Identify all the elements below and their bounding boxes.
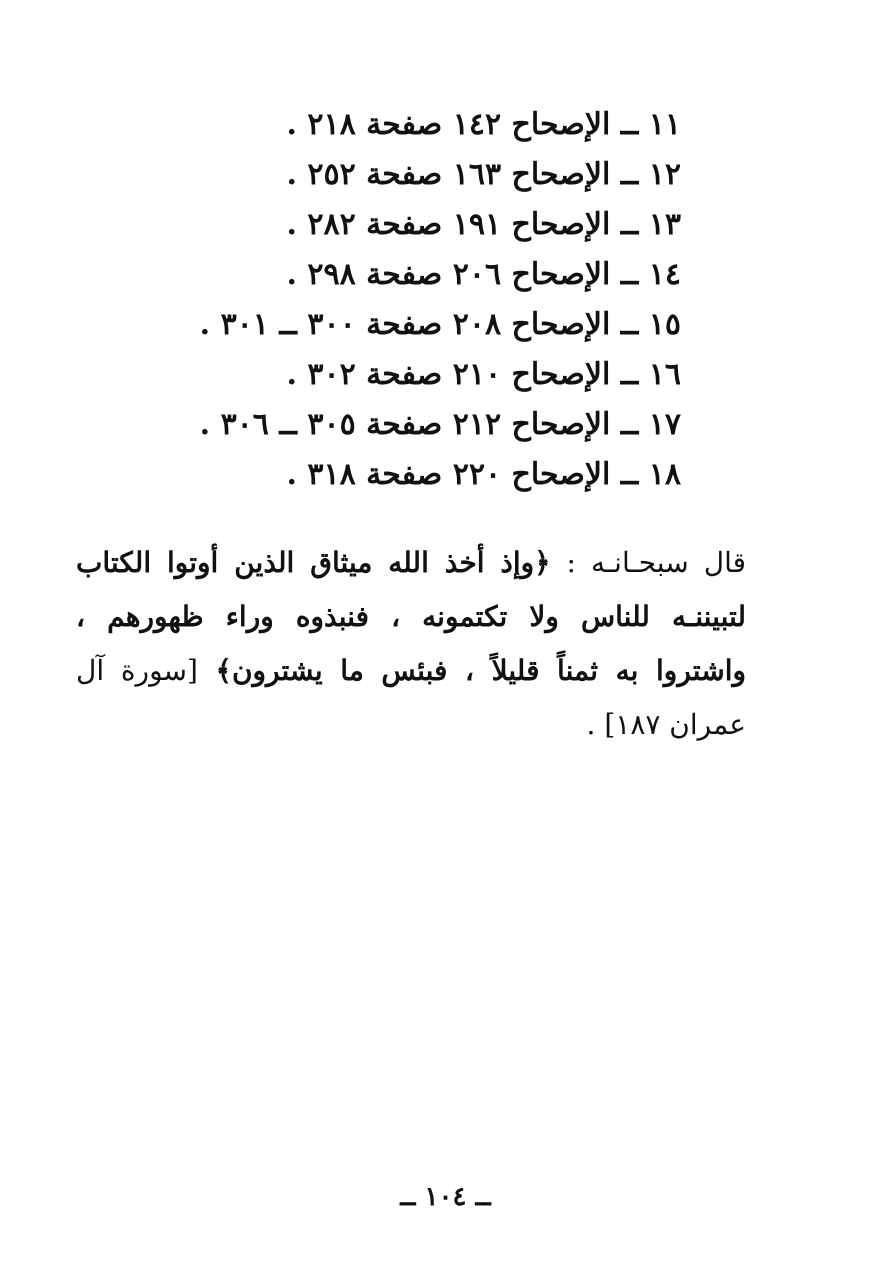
list-item: ١١ ــ الإصحاح ١٤٢ صفحة ٢١٨ . [286, 107, 681, 142]
quote-reference: [سورة آل عمران ١٨٧] . [76, 654, 746, 741]
quote-lead: قال سبحـانـه : [566, 546, 746, 579]
list-item: ١٢ ــ الإصحاح ١٦٣ صفحة ٢٥٢ . [286, 157, 681, 192]
list-item: ١٦ ــ الإصحاح ٢١٠ صفحة ٣٠٢ . [286, 357, 681, 392]
chapter-reference-list [121, 100, 681, 500]
list-item: ١٤ ــ الإصحاح ٢٠٦ صفحة ٢٩٨ . [286, 257, 681, 292]
quranic-quote-paragraph [76, 536, 746, 752]
list-item: ١٨ ــ الإصحاح ٢٢٠ صفحة ٣١٨ . [286, 457, 681, 492]
quote-verse: ﴿وإذ أخذ الله ميثاق الذين أوتوا الكتاب لتبيننـه للناس ولا تكتمونه ، فنبذوه وراء ظهورهم ، واشتروا به ثمناً قليلاً ، فبئس ما يشترون﴾ [76, 546, 746, 687]
page-number: ــ ١٠٤ ــ [400, 1182, 491, 1212]
list-item: ١٥ ــ الإصحاح ٢٠٨ صفحة ٣٠٠ ــ ٣٠١ . [199, 307, 681, 342]
list-item: ١٣ ــ الإصحاح ١٩١ صفحة ٢٨٢ . [286, 207, 681, 242]
list-item: ١٧ ــ الإصحاح ٢١٢ صفحة ٣٠٥ ــ ٣٠٦ . [199, 407, 681, 442]
